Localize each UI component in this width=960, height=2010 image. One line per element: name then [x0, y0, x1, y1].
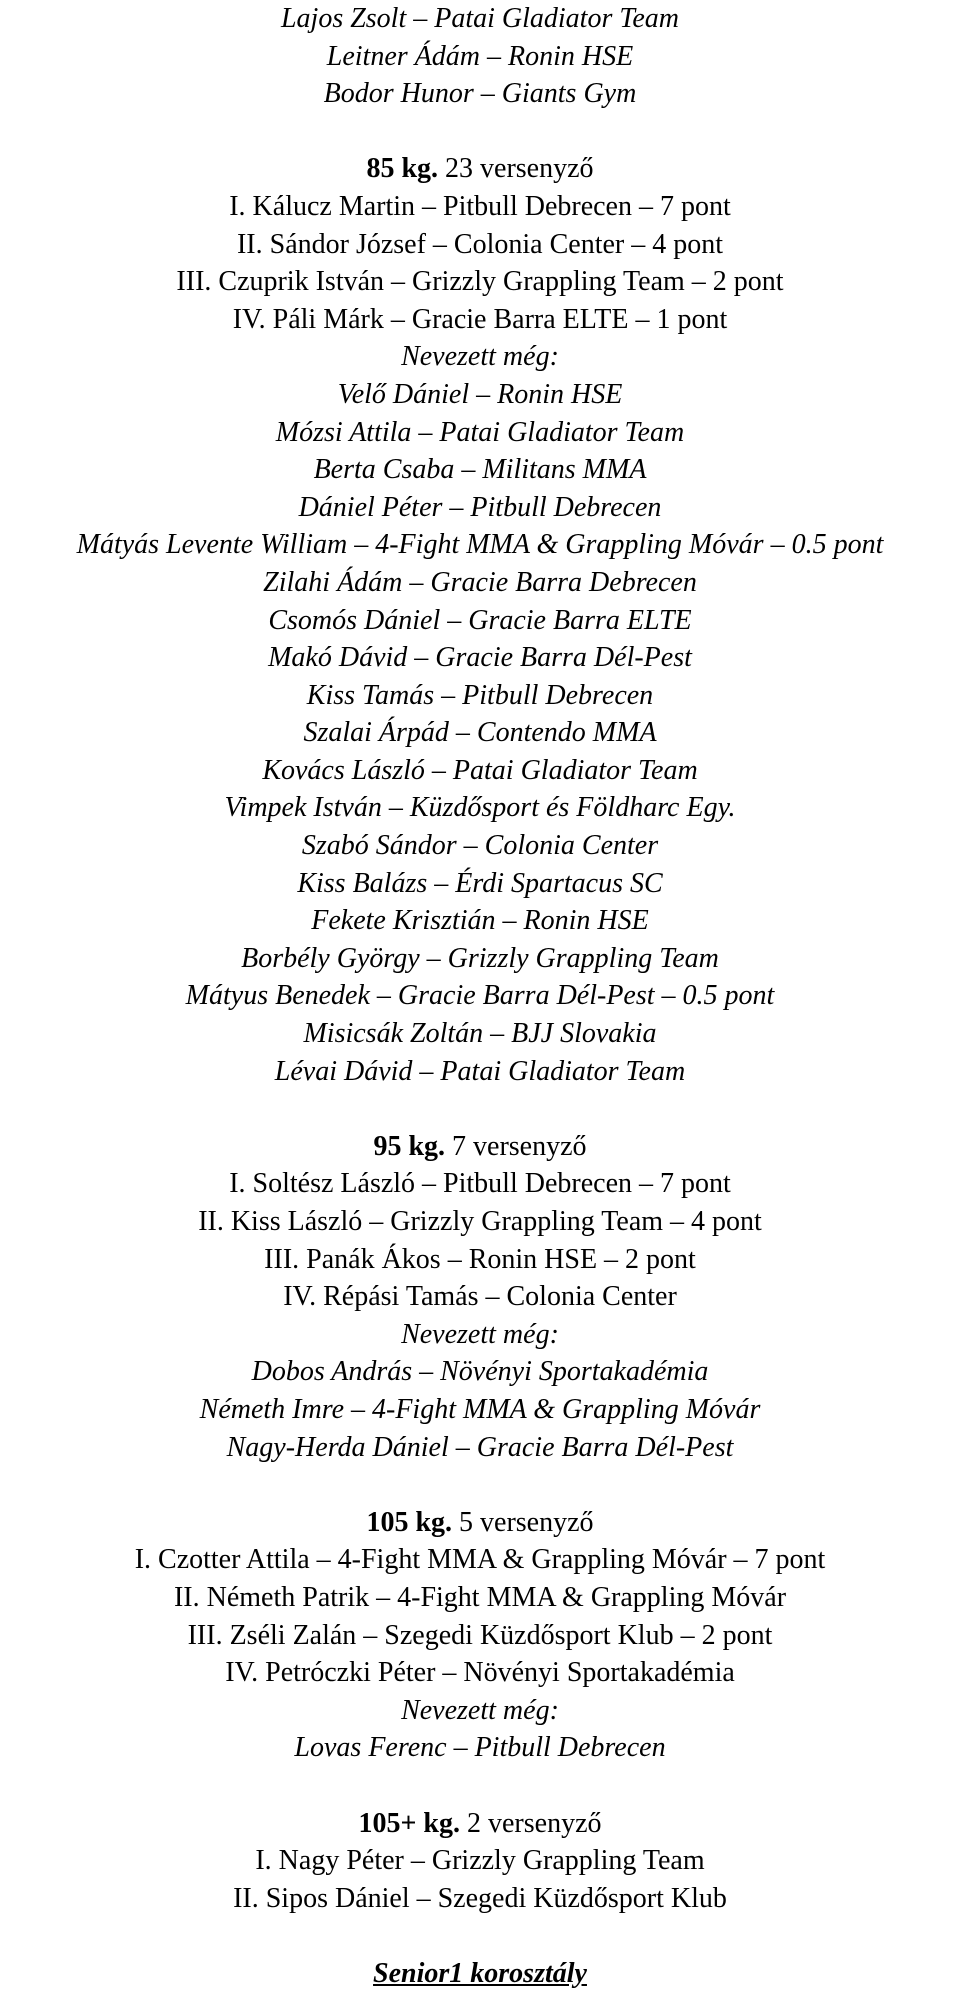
entrant-line: Szalai Árpád – Contendo MMA	[303, 717, 657, 749]
entrant-line: Dániel Péter – Pitbull Debrecen	[298, 491, 662, 523]
section-heading: Senior1 korosztály	[373, 1957, 587, 1989]
entrant-line: Mátyás Levente William – 4-Fight MMA & Grappling Móvár – 0.5 pont	[76, 529, 884, 561]
entrant-line: Berta Csaba – Militans MMA	[313, 454, 647, 486]
category-header	[0, 1128, 960, 1166]
category-count: 7 versenyző	[452, 1130, 587, 1162]
category-weight: 105+ kg.	[358, 1807, 460, 1839]
result-line: I. Czotter Attila – 4-Fight MMA & Grappling Móvár – 7 pont	[134, 1544, 826, 1576]
result-line: II. Sipos Dániel – Szegedi Küzdősport Klub	[233, 1882, 727, 1914]
result-line: IV. Páli Márk – Gracie Barra ELTE – 1 pont	[232, 303, 728, 335]
category-count: 23 versenyző	[445, 153, 594, 185]
entrant-line: Németh Imre – 4-Fight MMA & Grappling Móvár	[199, 1393, 761, 1425]
category-count: 2 versenyző	[467, 1807, 602, 1839]
entrant-line: Bodor Hunor – Giants Gym	[323, 78, 637, 110]
result-line: III. Zséli Zalán – Szegedi Küzdősport Klub – 2 pont	[187, 1619, 773, 1651]
entrant-line: Szabó Sándor – Colonia Center	[301, 830, 659, 862]
spacer	[0, 1466, 960, 1504]
result-line: IV. Répási Tamás – Colonia Center	[283, 1281, 677, 1313]
entrant-line: Mátyus Benedek – Gracie Barra Dél-Pest – 0.5 pont	[185, 980, 775, 1012]
entrant-line: Fekete Krisztián – Ronin HSE	[311, 905, 649, 937]
category-header	[0, 1504, 960, 1542]
result-line: II. Németh Patrik – 4-Fight MMA & Grappling Móvár	[173, 1581, 787, 1613]
result-line: IV. Petróczki Péter – Növényi Sportakadémia	[225, 1657, 735, 1689]
spacer	[0, 1090, 960, 1128]
entrant-line: Mózsi Attila – Patai Gladiator Team	[275, 416, 685, 448]
result-line: I. Kálucz Martin – Pitbull Debrecen – 7 pont	[229, 190, 731, 222]
result-line: I. Soltész László – Pitbull Debrecen – 7 pont	[229, 1168, 731, 1200]
spacer	[0, 113, 960, 151]
entrant-line: Misicsák Zoltán – BJJ Slovakia	[303, 1018, 657, 1050]
entrant-line: Dobos András – Növényi Sportakadémia	[251, 1356, 709, 1388]
entrant-line: Lajos Zsolt – Patai Gladiator Team	[280, 3, 680, 34]
entrant-line: Kiss Tamás – Pitbull Debrecen	[306, 679, 654, 711]
category-weight: 105 kg.	[366, 1506, 453, 1538]
result-line: II. Kiss László – Grizzly Grappling Team – 4 pont	[198, 1206, 762, 1237]
result-line: III. Panák Ákos – Ronin HSE – 2 pont	[264, 1243, 696, 1275]
also-entered-label: Nevezett még:	[401, 1318, 559, 1350]
entrant-line: Velő Dániel – Ronin HSE	[337, 378, 623, 410]
category-count: 5 versenyző	[459, 1506, 594, 1538]
category-weight: 85 kg.	[366, 153, 439, 185]
spacer	[0, 1917, 960, 1955]
spacer	[0, 1767, 960, 1805]
category-weight: 95 kg.	[373, 1130, 446, 1162]
entrant-line: Lovas Ferenc – Pitbull Debrecen	[294, 1732, 666, 1764]
result-line: II. Sándor József – Colonia Center – 4 pont	[236, 228, 724, 260]
entrant-line: Leitner Ádám – Ronin HSE	[326, 40, 634, 72]
result-line: I. Nagy Péter – Grizzly Grappling Team	[255, 1845, 705, 1877]
entrant-line: Kovács László – Patai Gladiator Team	[262, 754, 698, 786]
category-header	[0, 150, 960, 188]
entrant-line: Nagy-Herda Dániel – Gracie Barra Dél-Pest	[226, 1431, 734, 1463]
result-line: III. Czuprik István – Grizzly Grappling Team – 2 pont	[176, 266, 784, 298]
also-entered-label: Nevezett még:	[401, 341, 559, 373]
entrant-line: Lévai Dávid – Patai Gladiator Team	[274, 1055, 686, 1087]
weight-categories	[0, 113, 960, 1918]
entrant-line: Csomós Dániel – Gracie Barra ELTE	[268, 604, 692, 636]
leading-entries	[0, 0, 960, 113]
also-entered-label: Nevezett még:	[401, 1694, 559, 1726]
entrant-line: Zilahi Ádám – Gracie Barra Debrecen	[263, 566, 697, 598]
entrant-line: Makó Dávid – Gracie Barra Dél-Pest	[268, 642, 692, 674]
entrant-line: Vimpek István – Küzdősport és Földharc Egy.	[224, 792, 736, 824]
category-header	[0, 1805, 960, 1843]
entrant-line: Kiss Balázs – Érdi Spartacus SC	[297, 867, 663, 899]
entrant-line: Borbély György – Grizzly Grappling Team	[241, 942, 719, 974]
